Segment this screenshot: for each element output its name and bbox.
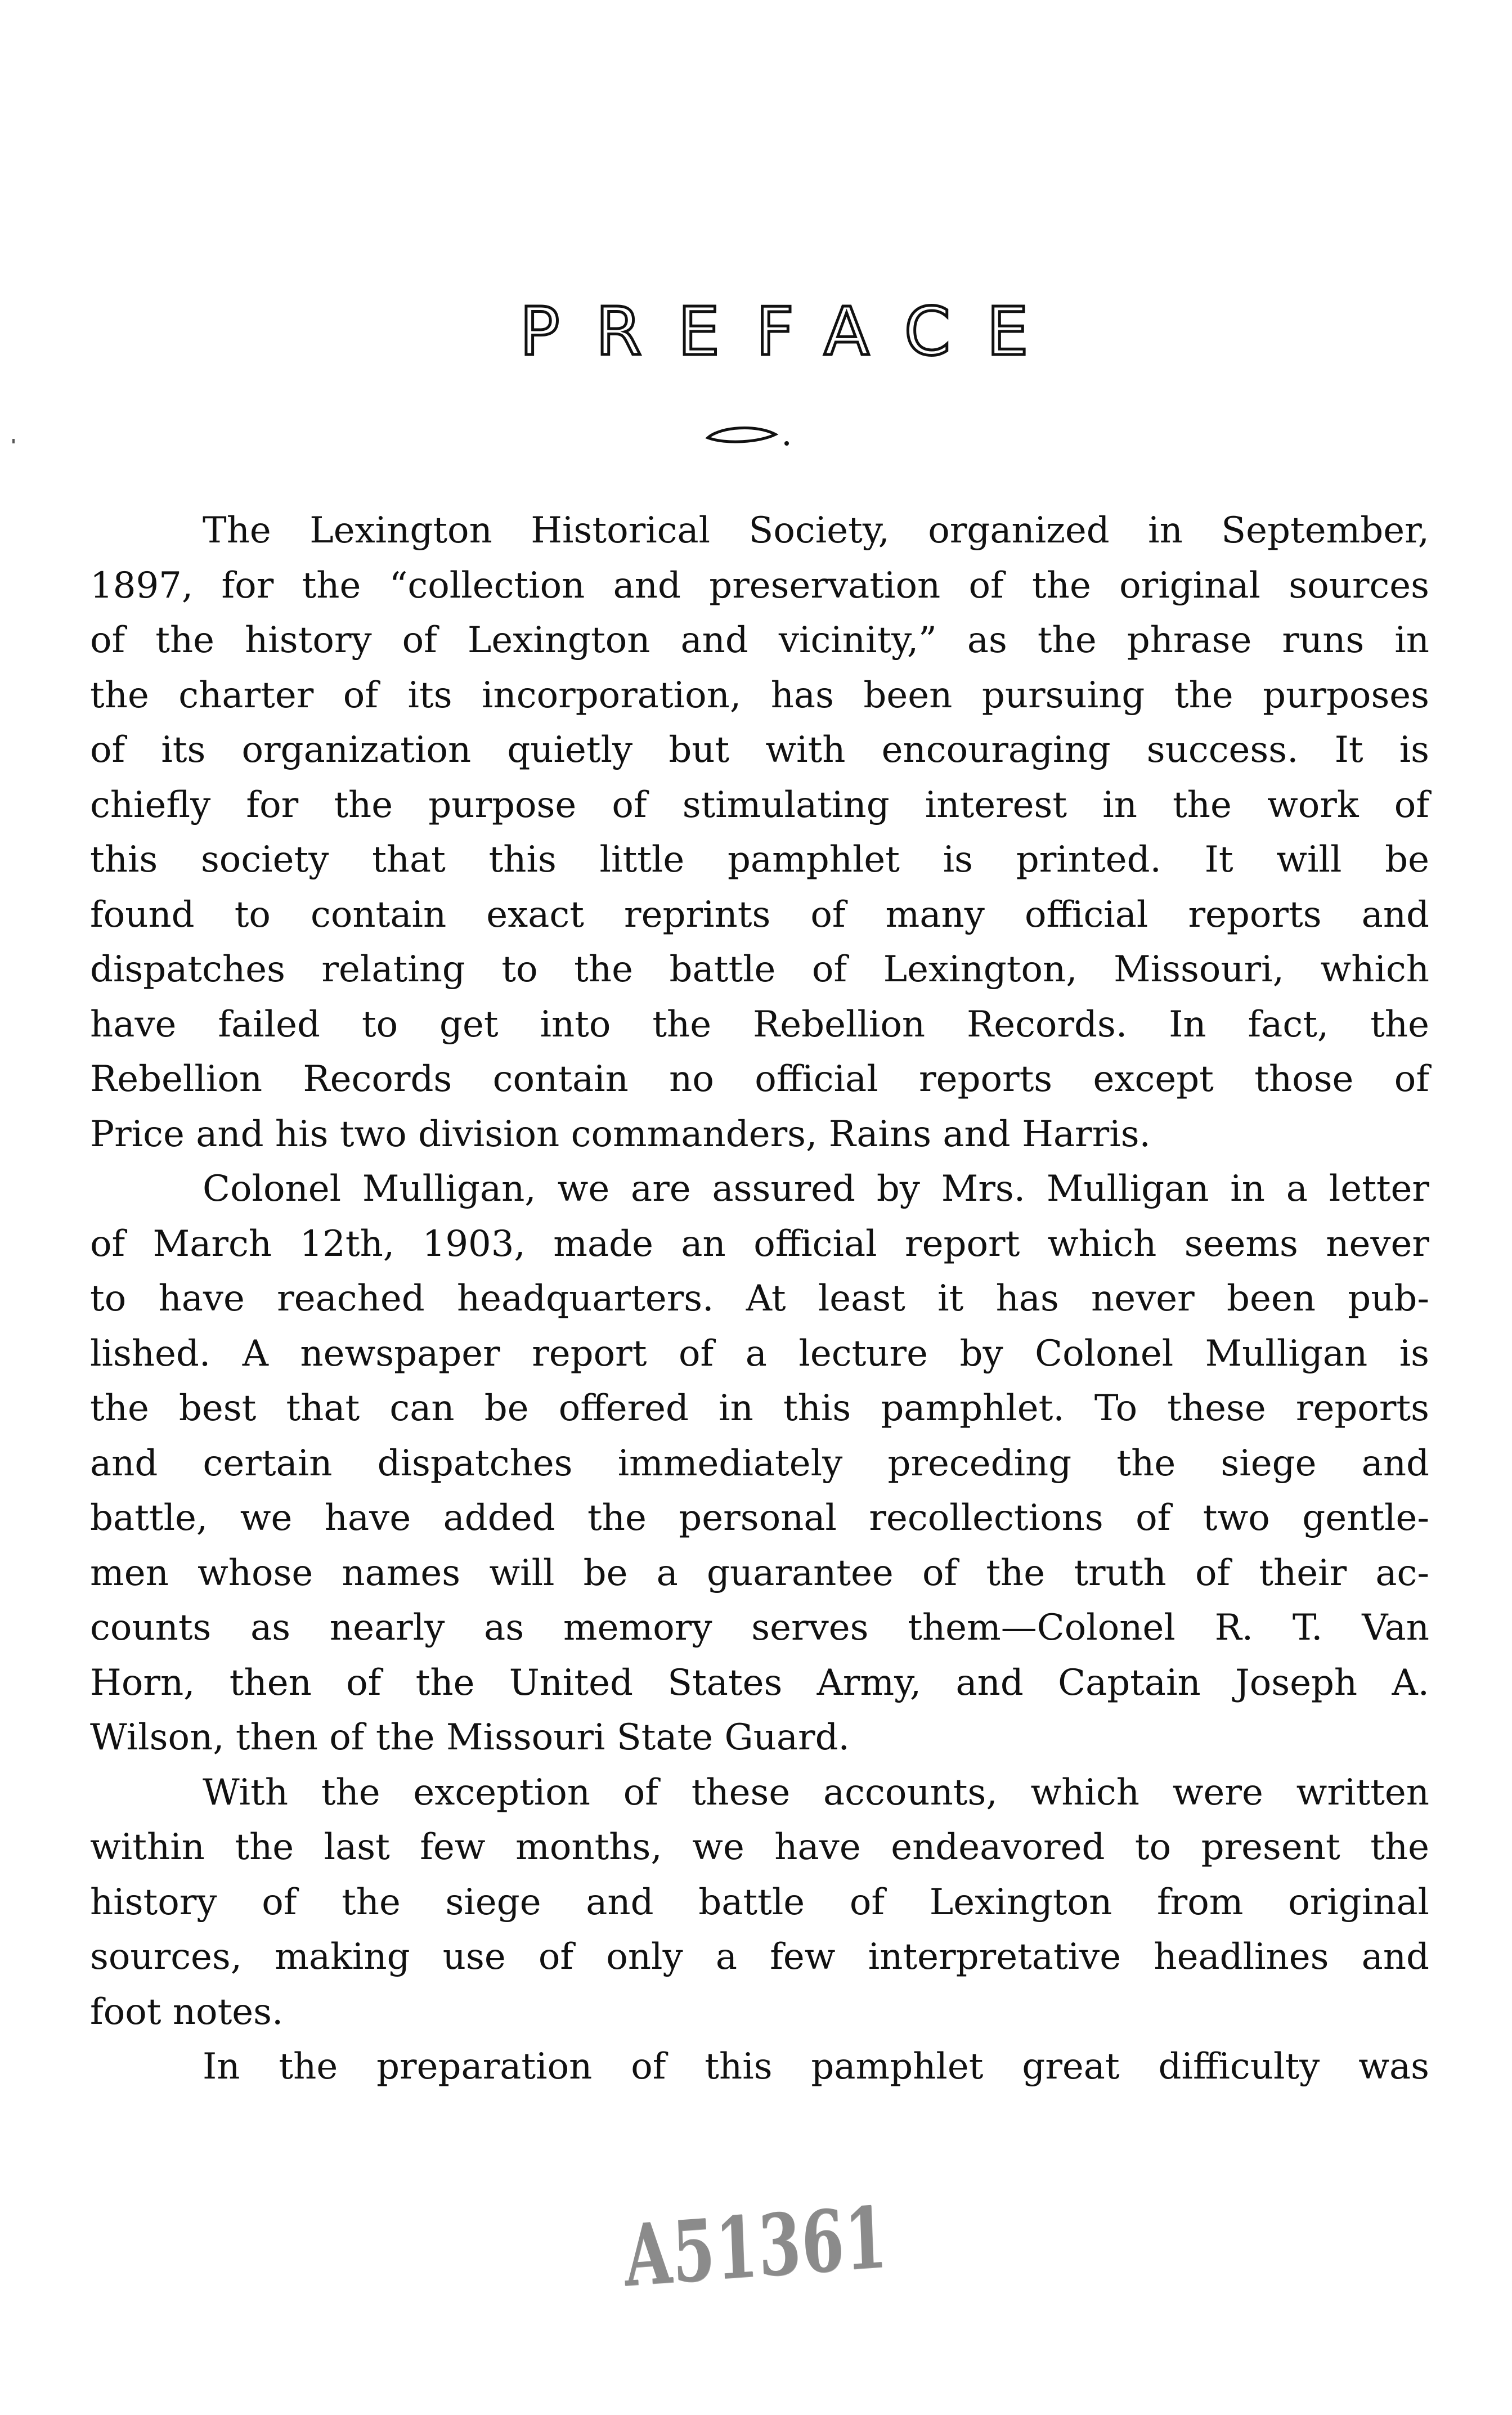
text-line: Colonel Mulligan, we are assured by Mrs. Mulligan in a letter xyxy=(203,1168,1429,1210)
text-line: Wilson, then of the Missouri State Guard. xyxy=(90,1717,850,1758)
paragraph xyxy=(90,504,1429,1162)
scan-speck xyxy=(12,439,15,443)
preface-body xyxy=(90,504,1429,2095)
text-line: the charter of its incorporation, has been pursuing the purposes xyxy=(90,674,1429,716)
text-line: have failed to get into the Rebellion Records. In fact, the xyxy=(90,1003,1429,1045)
text-line: lished. A newspaper report of a lecture by Colonel Mulligan is xyxy=(90,1332,1429,1375)
text-line: history of the siege and battle of Lexington from original xyxy=(90,1881,1429,1923)
text-line: men whose names will be a guarantee of the truth of their ac- xyxy=(90,1552,1429,1594)
text-line: Horn, then of the United States Army, and Captain Joseph A. xyxy=(90,1662,1429,1704)
paragraph xyxy=(90,1162,1429,1766)
text-line: the best that can be offered in this pamphlet. To these reports xyxy=(90,1388,1429,1429)
text-line: 1897, for the “collection and preservation of the original sources xyxy=(90,564,1429,607)
text-line: foot notes. xyxy=(90,1991,284,2033)
paragraph xyxy=(90,2040,1429,2095)
text-line: and certain dispatches immediately preceding the siege and xyxy=(90,1442,1429,1484)
text-line: sources, making use of only a few interpretative headlines and xyxy=(90,1936,1429,1978)
leaf-ornament-icon xyxy=(703,422,793,450)
text-line: within the last few months, we have endeavored to present the xyxy=(90,1826,1429,1868)
text-line: In the preparation of this pamphlet great difficulty was xyxy=(203,2046,1429,2088)
text-line: of March 12th, 1903, made an official report which seems never xyxy=(90,1223,1429,1265)
text-line: found to contain exact reprints of many official reports and xyxy=(90,894,1429,936)
paragraph xyxy=(90,1766,1429,2040)
text-line: Price and his two division commanders, Rains and Harris. xyxy=(90,1113,1151,1155)
text-line: chiefly for the purpose of stimulating interest in the work of xyxy=(90,784,1429,826)
text-line: battle, we have added the personal recollections of two gentle- xyxy=(90,1497,1429,1539)
text-line: The Lexington Historical Society, organized in September, xyxy=(203,510,1429,551)
preface-heading: PREFACE xyxy=(519,293,1065,370)
text-line: counts as nearly as memory serves them—Colonel R. T. Van xyxy=(90,1607,1429,1649)
text-line: this society that this little pamphlet is printed. It will be xyxy=(90,839,1429,881)
text-line: to have reached headquarters. At least it has never been pub- xyxy=(90,1278,1429,1319)
accession-stamp: A51361 xyxy=(622,2188,890,2306)
text-line: of its organization quietly but with encouraging success. It is xyxy=(90,729,1429,771)
text-line: of the history of Lexington and vicinity,” as the phrase runs in xyxy=(90,620,1429,661)
text-line: dispatches relating to the battle of Lexington, Missouri, which xyxy=(90,949,1429,990)
text-line: With the exception of these accounts, which were written xyxy=(203,1771,1429,1814)
text-line: Rebellion Records contain no official reports except those of xyxy=(90,1058,1429,1100)
